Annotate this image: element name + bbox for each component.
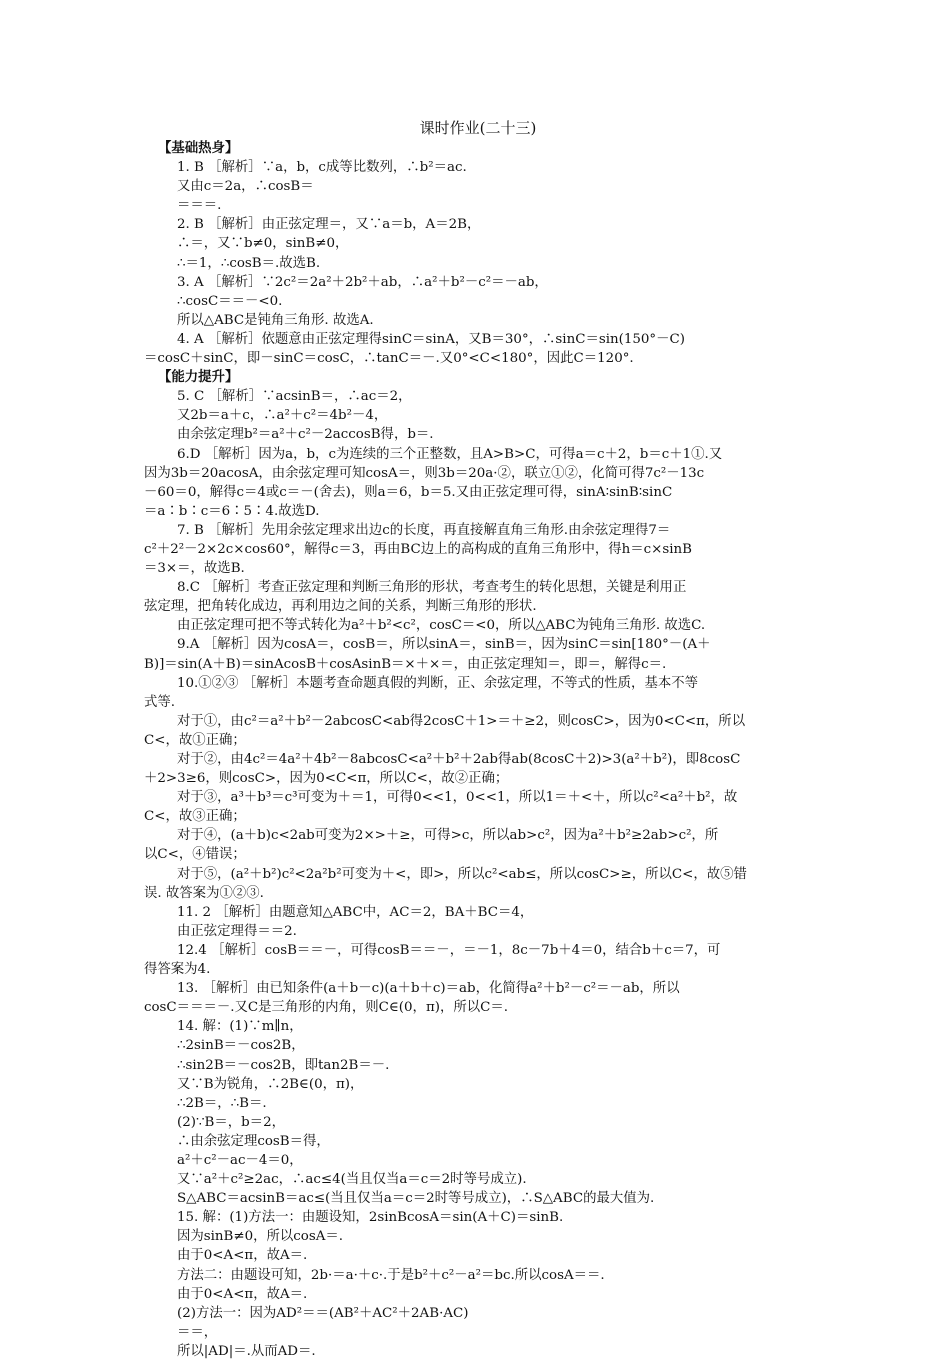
text-line: 式等. — [144, 694, 176, 710]
text-line: (2)方法一：因为AD²＝＝(AB²＋AC²＋2AB·AC) — [177, 1305, 469, 1321]
text-line: ＝＝， — [177, 1324, 218, 1340]
text-line: 14. 解：(1)∵m∥n， — [177, 1019, 303, 1035]
text-line: B)]＝sin(A＋B)＝sinAcosB＋cosAsinB＝×＋×＝，由正弦定理知＝，即＝，解得c＝. — [144, 656, 667, 672]
text-line: 由于0<A<π，故A＝. — [177, 1286, 308, 1302]
text-line: 对于⑤，(a²＋b²)c²<2a²b²可变为＋<，即>，所以c²<ab≤，所以cosC>≥，所以C<，故⑤错 — [177, 866, 747, 882]
text-line: 10.①②③ ［解析］本题考查命题真假的判断，正、余弦定理，不等式的性质，基本不等 — [177, 675, 699, 691]
text-line: 又2b＝a＋c，∴a²＋c²＝4b²－4， — [177, 408, 388, 424]
text-line: 6.D ［解析］因为a，b，c为连续的三个正整数，且A>B>C，可得a＝c＋2，b＝c＋1①.又 — [177, 446, 723, 462]
text-line: 所以△ABC是钝角三角形. 故选A. — [177, 312, 374, 328]
text-line: 由正弦定理可把不等式转化为a²＋b²<c²，cosC＝<0，所以△ABC为钝角三角形. 故选C. — [177, 618, 706, 634]
text-line: 所以|AD|＝.从而AD＝. — [177, 1343, 316, 1359]
text-line: 2. B ［解析］由正弦定理＝，又∵a＝b，A＝2B， — [177, 217, 481, 233]
text-line: (2)∵B＝，b＝2， — [177, 1114, 285, 1130]
text-line: ＝3×＝，故选B. — [144, 561, 245, 577]
text-line: 1. B ［解析］∵a，b，c成等比数列，∴b²＝ac. — [177, 160, 467, 176]
text-line: 由正弦定理得＝＝2. — [177, 923, 297, 939]
text-line: ∴＝，又∵b≠0，sinB≠0， — [177, 236, 349, 252]
text-line: ∴由余弦定理cosB＝得， — [177, 1133, 330, 1149]
section-heading: 【基础热身】 — [158, 140, 239, 156]
text-line: 对于③，a³＋b³＝c³可变为＋＝1，可得0<<1，0<<1，所以1＝＋<＋，所以c²<a²＋b²，故 — [177, 790, 738, 806]
text-line: 对于②，由4c²＝4a²＋4b²－8abcosC<a²＋b²＋2ab得ab(8cosC＋2)>3(a²＋b²)，即8cosC — [177, 752, 741, 767]
text-line: a²＋c²－ac－4＝0， — [177, 1152, 303, 1168]
text-line: 9.A ［解析］因为cosA＝，cosB＝，所以sinA＝，sinB＝，因为sinC＝sin[180°－(A＋ — [177, 637, 711, 653]
text-line: 15. 解：(1)方法一：由题设知，2sinBcosA＝sin(A＋C)＝sinB. — [177, 1210, 564, 1226]
text-line: 3. A ［解析］∵2c²＝2a²＋2b²＋ab，∴a²＋b²－c²＝－ab， — [177, 274, 548, 290]
text-line: 又∵a²＋c²≥2ac，∴ac≤4(当且仅当a＝c＝2时等号成立). — [177, 1172, 527, 1188]
text-line: 以C<，④错误； — [144, 847, 246, 863]
text-line: －60＝0，解得c＝4或c＝－(舍去)，则a＝6，b＝5.又由正弦定理可得，sinA∶sinB∶sinC — [144, 484, 673, 500]
text-line: 因为sinB≠0，所以cosA＝. — [177, 1229, 344, 1245]
section-heading: 【能力提升】 — [158, 369, 239, 386]
text-line: S△ABC＝acsinB＝ac≤(当且仅当a＝c＝2时等号成立)，∴S△ABC的最大值为. — [177, 1191, 655, 1207]
text-line: 因为3b＝20acosA，由余弦定理可知cosA＝，则3b＝20a·②，联立①②，化简可得7c²－13c — [144, 465, 705, 481]
text-line: ∴＝1，∴cosB＝.故选B. — [177, 255, 321, 271]
text-line: ∴2B＝，∴B＝. — [177, 1095, 267, 1111]
text-line: 弦定理，把角转化成边，再利用边之间的关系，判断三角形的形状. — [144, 599, 537, 615]
page-title: 课时作业(二十三) — [419, 119, 537, 137]
text-line: ＝a∶b∶c＝6∶5∶4.故选D. — [144, 503, 320, 519]
text-line: 又∵B为锐角，∴2B∈(0，π)， — [177, 1076, 364, 1092]
text-line: 对于①，由c²＝a²＋b²－2abcosC<ab得2cosC＋1>＝＋≥2，则cosC>，因为0<C<π，所以 — [177, 713, 746, 729]
text-line: 11. 2 ［解析］由题意知△ABC中，AC＝2，BA＋BC＝4， — [177, 904, 534, 920]
text-line: ∴sin2B＝－cos2B，即tan2B＝－. — [177, 1057, 390, 1073]
text-line: 误. 故答案为①②③. — [144, 885, 264, 901]
text-line: 8.C ［解析］考查正弦定理和判断三角形的形状，考查考生的转化思想，关键是利用正 — [177, 580, 687, 596]
document-page — [144, 118, 812, 1361]
text-line: ＝＝＝. — [177, 198, 222, 214]
text-line: 方法二：由题设可知，2b·＝a·＋c·.于是b²＋c²－a²＝bc.所以cosA＝＝. — [177, 1267, 605, 1283]
text-line: 7. B ［解析］先用余弦定理求出边c的长度，再直接解直角三角形.由余弦定理得7＝ — [177, 522, 671, 538]
text-line: 12.4 ［解析］cosB＝＝－，可得cosB＝＝－，＝－1，8c－7b＋4＝0，结合b＋c＝7，可 — [177, 942, 721, 958]
text-line: C<，故③正确； — [144, 809, 246, 825]
text-line: 又由c＝2a，∴cosB＝ — [177, 179, 314, 195]
text-line: ∴2sinB＝－cos2B， — [177, 1038, 305, 1054]
text-line: ＝cosC＋sinC，即－sinC＝cosC，∴tanC＝－.又0°<C<180°，因此C＝120°. — [144, 351, 634, 367]
text-line: 对于④，(a＋b)c<2ab可变为2×>＋≥，可得>c，所以ab>c²，因为a²＋b²≥2ab>c²，所 — [177, 828, 719, 844]
text-line: C<，故①正确； — [144, 732, 246, 748]
text-line: c²＋2²－2×2c×cos60°，解得c＝3，再由BC边上的高构成的直角三角形中，得h＝c×sinB — [144, 541, 692, 557]
text-line: 13. ［解析］由已知条件(a＋b－c)(a＋b＋c)＝ab，化简得a²＋b²－c²＝－ab，所以 — [177, 981, 680, 997]
text-line: 4. A ［解析］依题意由正弦定理得sinC＝sinA，又B＝30°，∴sinC＝sin(150°－C) — [177, 331, 685, 347]
text-line: 由余弦定理b²＝a²＋c²－2accosB得，b＝. — [177, 427, 434, 443]
text-line: ∴cosC＝＝－<0. — [177, 293, 283, 309]
text-line: cosC＝＝＝－.又C是三角形的内角，则C∈(0，π)，所以C＝. — [144, 1000, 509, 1016]
text-line: 5. C ［解析］∵acsinB＝，∴ac＝2， — [177, 389, 412, 405]
text-line: 得答案为4. — [144, 962, 211, 978]
text-line: 由于0<A<π，故A＝. — [177, 1248, 308, 1264]
text-line: ＋2>3≥6，则cosC>，因为0<C<π，所以C<，故②正确； — [144, 771, 509, 787]
document-body — [144, 139, 812, 1361]
